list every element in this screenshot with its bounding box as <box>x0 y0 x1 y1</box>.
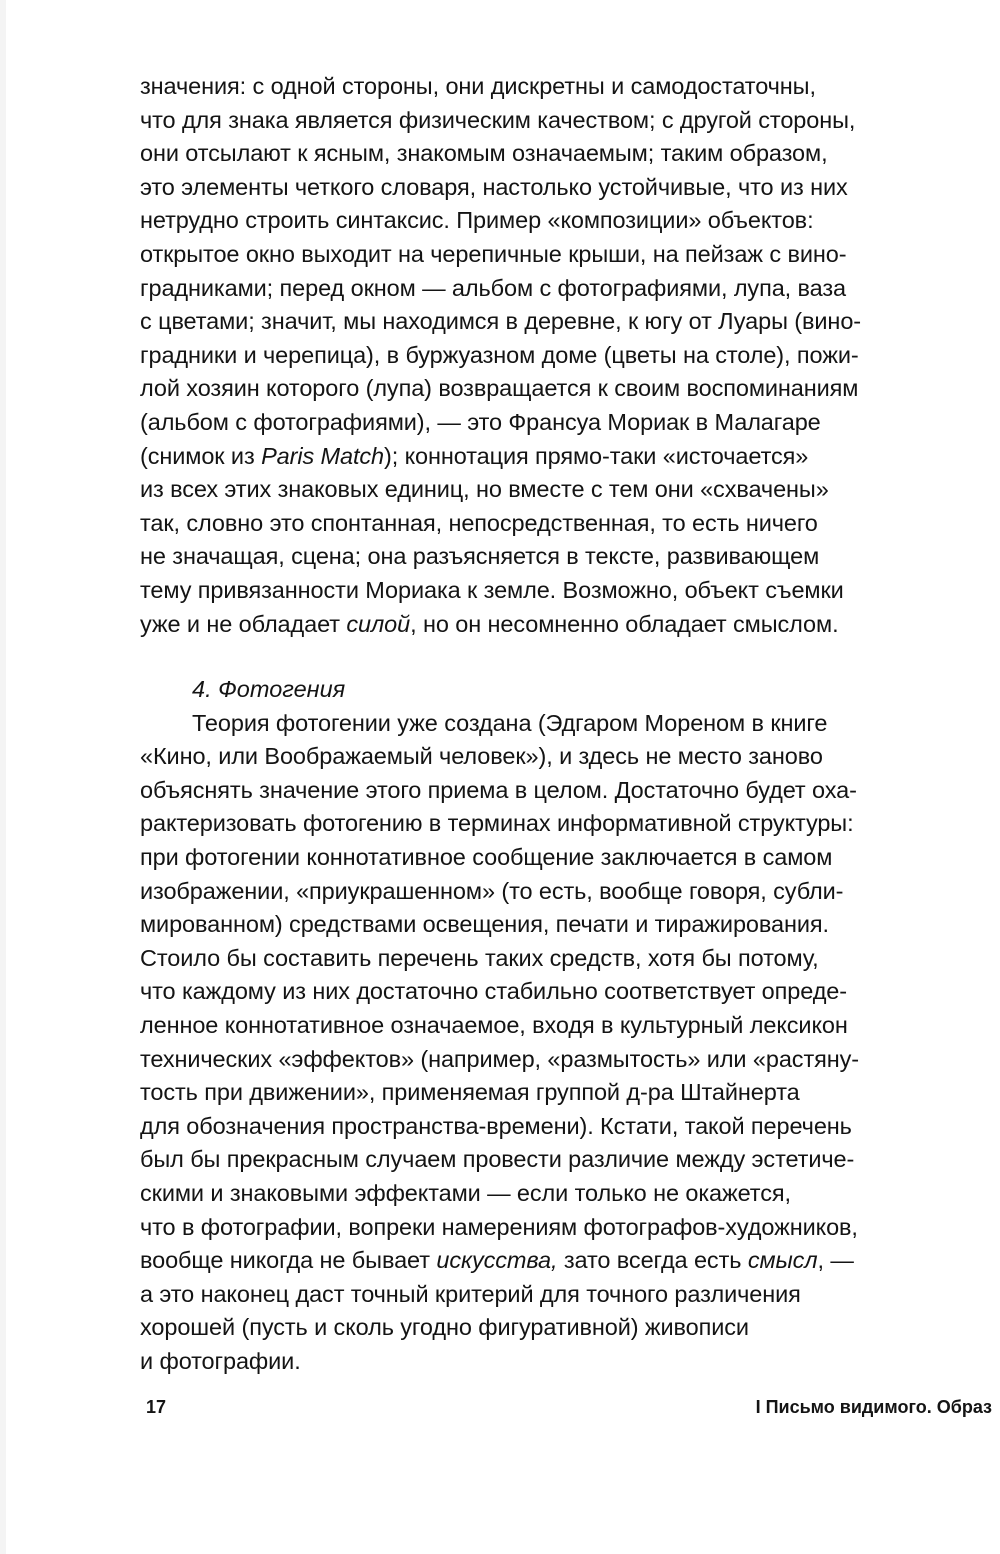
text-line: лой хозяин которого (лупа) возвращается к своим воспоминаниям <box>140 375 859 402</box>
text-line: мированном) средствами освещения, печати и тиражирования. <box>140 911 829 938</box>
text-line: что каждому из них достаточно стабильно соответствует опреде- <box>140 978 848 1005</box>
italic-emphasis: искусства, <box>436 1247 558 1274</box>
text-line: рактеризовать фотогению в терминах информативной структуры: <box>140 810 854 837</box>
text-segment: вообще никогда не бывает <box>140 1247 437 1274</box>
text-line: (альбом с фотографиями), — это Франсуа Мориак в Малагаре <box>140 408 821 435</box>
text-line: градники и черепица), в буржуазном доме (цветы на столе), пожи- <box>140 341 859 368</box>
paragraph-photo-objects <box>140 70 990 641</box>
text-line-with-italic <box>140 1244 990 1278</box>
text-segment: , — <box>817 1247 854 1274</box>
text-line: так, словно это спонтанная, непосредственная, то есть ничего <box>140 509 818 536</box>
text-line: тость при движении», применяемая группой д-ра Штайнерта <box>140 1079 800 1106</box>
italic-emphasis: силой <box>346 610 411 637</box>
text-line: а это наконец даст точный критерий для точного различения <box>140 1280 801 1307</box>
running-title: I Письмо видимого. Образ <box>755 1397 992 1417</box>
text-line: при фотогении коннотативное сообщение заключается в самом <box>140 843 833 870</box>
text-line: изображении, «приукрашенном» (то есть, вообще говоря, субли- <box>140 877 844 904</box>
text-line: с цветами; значит, мы находимся в деревне, к югу от Луары (вино- <box>140 308 862 335</box>
text-segment: (снимок из <box>140 442 262 469</box>
text-line: градниками; перед окном — альбом с фотографиями, лупа, ваза <box>140 274 847 301</box>
section-heading: 4. Фотогения <box>192 676 346 702</box>
text-line: объяснять значение этого приема в целом. Достаточно будет оха- <box>140 776 857 803</box>
text-line: «Кино, или Воображаемый человек»), и здесь не место заново <box>140 743 823 770</box>
page-edge-shadow <box>0 0 6 1554</box>
text-line: что для знака является физическим качеством; с другой стороны, <box>140 106 856 133</box>
text-line: тему привязанности Мориака к земле. Возможно, объект съемки <box>140 576 844 603</box>
italic-title: Paris Match <box>261 442 385 469</box>
text-segment: уже и не обладает <box>140 610 347 637</box>
text-line: нетрудно строить синтаксис. Пример «композиции» объектов: <box>140 207 814 234</box>
text-line-with-italic <box>140 608 990 642</box>
text-line: не значащая, сцена; она разъясняется в тексте, развивающем <box>140 543 820 570</box>
section-photogenia <box>140 673 990 1378</box>
text-segment: зато всегда есть <box>557 1247 748 1274</box>
text-line: из всех этих знаковых единиц, но вместе с тем они «схвачены» <box>140 476 829 503</box>
italic-emphasis: смысл <box>747 1247 818 1274</box>
text-segment: , но он несомненно обладает смыслом. <box>410 610 839 637</box>
text-segment: ); коннотация прямо-таки «источается» <box>384 442 809 469</box>
page-footer <box>140 1392 992 1422</box>
text-line: что в фотографии, вопреки намерениям фотографов-художников, <box>140 1213 858 1240</box>
text-line: открытое окно выходит на черепичные крыши, на пейзаж с вино- <box>140 240 847 267</box>
text-line: значения: с одной стороны, они дискретны и самодостаточны, <box>140 73 816 99</box>
text-line: и фотографии. <box>140 1347 301 1374</box>
text-line: скими и знаковыми эффектами — если только не окажется, <box>140 1179 791 1206</box>
text-line: они отсылают к ясным, знакомым означаемым; таким образом, <box>140 140 828 167</box>
text-line-with-italic <box>140 440 990 474</box>
text-line: был бы прекрасным случаем провести различие между эстетиче- <box>140 1146 855 1173</box>
text-line: Теория фотогении уже создана (Эдгаром Мореном в книге <box>192 709 828 736</box>
text-line: Стоило бы составить перечень таких средств, хотя бы потому, <box>140 944 819 971</box>
text-line: технических «эффектов» (например, «размытость» или «растяну- <box>140 1045 859 1072</box>
text-line: ленное коннотативное означаемое, входя в культурный лексикон <box>140 1011 848 1038</box>
text-line: хорошей (пусть и сколь угодно фигуративной) живописи <box>140 1314 749 1341</box>
page-number: 17 <box>146 1397 167 1417</box>
text-line: это элементы четкого словаря, настолько устойчивые, что из них <box>140 173 848 200</box>
text-line: для обозначения пространства-времени). Кстати, такой перечень <box>140 1112 852 1139</box>
